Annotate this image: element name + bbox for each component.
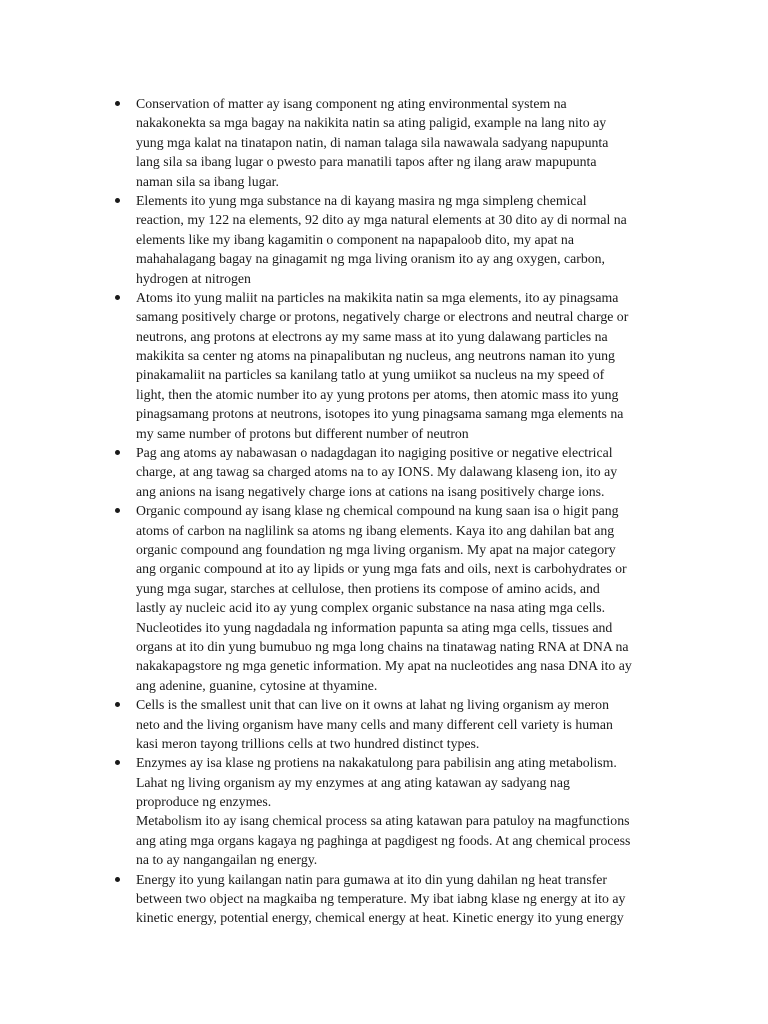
- paragraph-line: ang ating mga organs kagaya ng paghinga at pagdigest ng foods. At ang chemical process: [136, 832, 631, 848]
- list-item: [136, 753, 688, 869]
- paragraph-line: Cells is the smallest unit that can live on it owns at lahat ng living organism ay meron: [136, 697, 609, 713]
- paragraph-line: atoms of carbon na naglilink sa atoms ng ibang elements. Kaya ito ang dahilan bat ang: [136, 522, 615, 538]
- paragraph-line: neto and the living organism have many cells and many different cell variety is human: [136, 716, 613, 732]
- list-item: [136, 870, 688, 928]
- bullet-icon: [115, 295, 120, 300]
- bullet-icon: [115, 702, 120, 707]
- paragraph-line: reaction, my 122 na elements, 92 dito ay mga natural elements at 30 dito ay di normal na: [136, 212, 627, 228]
- paragraph-line: Atoms ito yung maliit na particles na makikita natin sa mga elements, ito ay pinagsama: [136, 289, 619, 305]
- paragraph-line: mahahalagang bagay na ginagamit ng mga living oranism ito ay ang oxygen, carbon,: [136, 251, 605, 267]
- paragraph-line: lang sila sa ibang lugar o pwesto para manatili tapos after ng ilang araw mapupunta: [136, 154, 597, 170]
- list-item: [136, 695, 688, 753]
- paragraph-line: Organic compound ay isang klase ng chemical compound na kung saan isa o higit pang: [136, 503, 619, 519]
- paragraph-line: charge, at ang tawag sa charged atoms na to ay IONS. My dalawang klaseng ion, ito ay: [136, 464, 618, 480]
- bullet-icon: [115, 450, 120, 455]
- bullet-icon: [115, 760, 120, 765]
- paragraph-line: yung mga sugar, starches at cellulose, then protiens its compose of amino acids, and: [136, 580, 600, 596]
- paragraph-line: Enzymes ay isa klase ng protiens na nakakatulong para pabilisin ang ating metabolism.: [136, 755, 617, 771]
- paragraph-line: Nucleotides ito yung nagdadala ng information papunta sa ating mga cells, tissues and: [136, 619, 613, 635]
- bullet-icon: [115, 877, 120, 882]
- paragraph-line: neutrons, ang protons at electrons ay my same mass at ito yung dalawang particles na: [136, 328, 608, 344]
- paragraph-line: my same number of protons but different number of neutron: [136, 425, 469, 441]
- paragraph-line: elements like my ibang kagamitin o component na napapaloob dito, my apat na: [136, 231, 574, 247]
- paragraph-line: pinakamaliit na particles sa kanilang tatlo at yung umiikot sa nucleus na my speed of: [136, 367, 605, 383]
- paragraph-line: ang anions na isang negatively charge ions at cations na isang positively charge ions.: [136, 483, 605, 499]
- paragraph-line: lastly ay nucleic acid ito ay yung complex organic substance na nasa ating mga cells.: [136, 600, 606, 616]
- paragraph-line: ang adenine, guanine, cytosine at thyamine.: [136, 677, 378, 693]
- bullet-list: [136, 94, 688, 928]
- list-item: [136, 288, 688, 443]
- paragraph-line: kasi meron tayong trillions cells at two hundred distinct types.: [136, 735, 480, 751]
- list-item: [136, 443, 688, 501]
- bullet-icon: [115, 508, 120, 513]
- paragraph-line: organs at ito din yung bumubuo ng mga long chains na tinatawag nating RNA at DNA na: [136, 638, 629, 654]
- paragraph-line: pinagsamang protons at neutrons, isotopes ito yung pinagsama samang mga elements na: [136, 406, 624, 422]
- paragraph-line: kinetic energy, potential energy, chemical energy at heat. Kinetic energy ito yung energy: [136, 910, 624, 926]
- paragraph-line: yung mga kalat na tinatapon natin, di naman talaga sila nawawala sadyang napupunta: [136, 134, 609, 150]
- paragraph-line: organic compound ang foundation ng mga living organism. My apat na major category: [136, 541, 616, 557]
- paragraph-line: proproduce ng enzymes.: [136, 794, 272, 810]
- bullet-icon: [115, 101, 120, 106]
- paragraph-line: ang organic compound at ito ay lipids or yung mga fats and oils, next is carbohydrates or: [136, 561, 627, 577]
- paragraph-line: Lahat ng living organism ay my enzymes at ang ating katawan ay sadyang nag: [136, 774, 570, 790]
- paragraph-line: naman sila sa ibang lugar.: [136, 173, 279, 189]
- paragraph-line: Elements ito yung mga substance na di kayang masira ng mga simpleng chemical: [136, 192, 587, 208]
- bullet-icon: [115, 198, 120, 203]
- paragraph-line: light, then the atomic number ito ay yung protons per atoms, then atomic mass ito yung: [136, 386, 619, 402]
- paragraph-line: Pag ang atoms ay nabawasan o nadagdagan ito nagiging positive or negative electrical: [136, 445, 613, 461]
- paragraph-line: Conservation of matter ay isang component ng ating environmental system na: [136, 96, 567, 111]
- list-item: [136, 94, 688, 191]
- paragraph-line: nakakonekta sa mga bagay na nakikita natin sa ating paligid, example na lang nito ay: [136, 115, 607, 131]
- paragraph-line: Metabolism ito ay isang chemical process sa ating katawan para patuloy na magfunctions: [136, 813, 630, 829]
- list-item: [136, 501, 688, 695]
- paragraph-line: between two object na magkaiba ng temperature. My ibat iabng klase ng energy at ito ay: [136, 891, 626, 907]
- paragraph-line: makikita sa center ng atoms na pinapalibutan ng nucleus, ang neutrons naman ito yung: [136, 348, 615, 364]
- paragraph-line: Energy ito yung kailangan natin para gumawa at ito din yung dahilan ng heat transfer: [136, 871, 608, 887]
- paragraph-line: na to ay nangangailan ng energy.: [136, 852, 318, 868]
- paragraph-line: samang positively charge or protons, negatively charge or electrons and neutral charge or: [136, 309, 629, 325]
- paragraph-line: nakakapagstore ng mga genetic information. My apat na nucleotides ang nasa DNA ito ay: [136, 658, 632, 674]
- paragraph-line: hydrogen at nitrogen: [136, 270, 251, 286]
- list-item: [136, 191, 688, 288]
